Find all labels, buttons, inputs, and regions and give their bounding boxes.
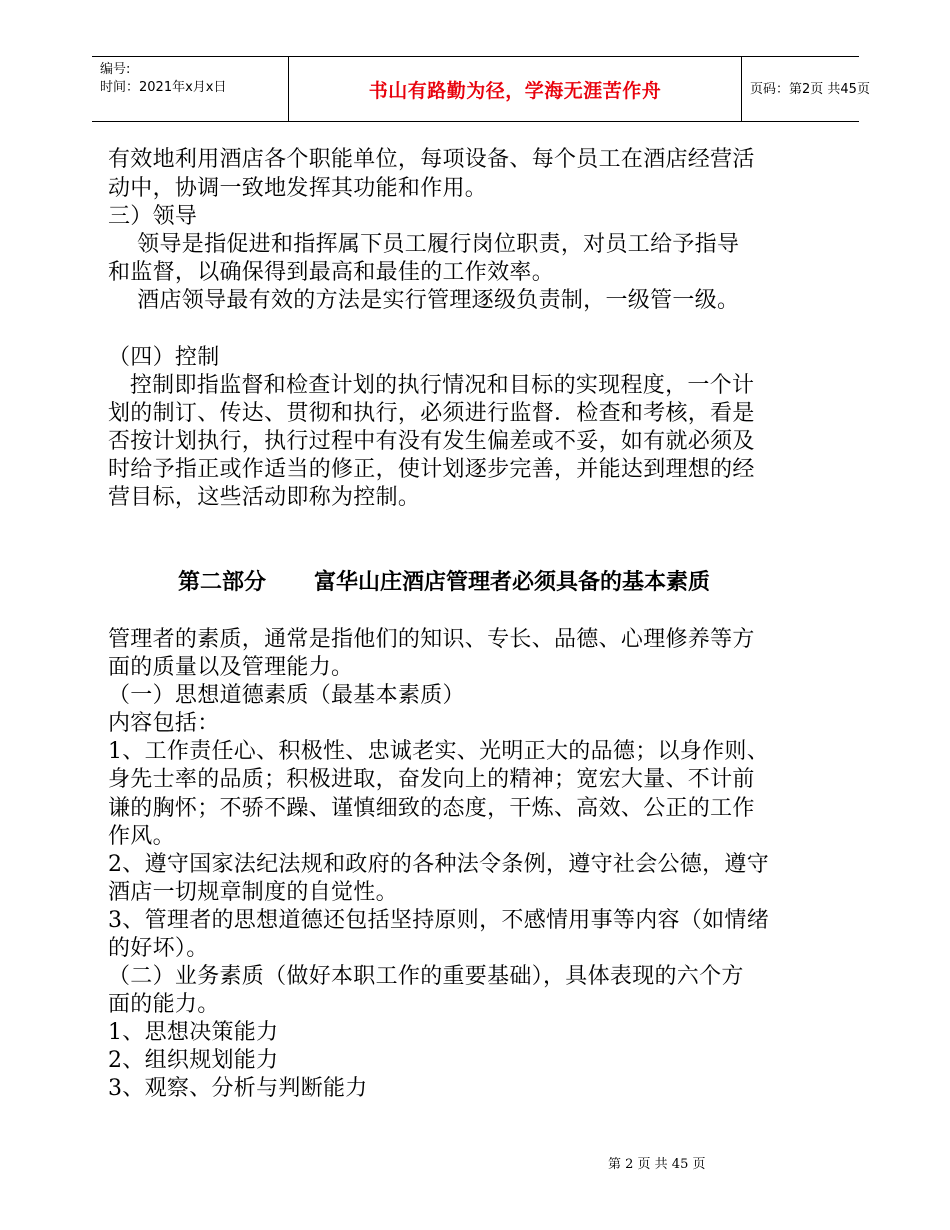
body-line: 作风。 [108, 824, 175, 849]
body-line: 划的制订、传达、贯彻和执行，必须进行监督．检查和考核，看是 [108, 401, 755, 426]
body-line: 内容包括： [108, 711, 220, 736]
body-line: 面的能力。 [108, 992, 220, 1017]
section-title-leadership: 三）领导 [108, 204, 198, 229]
body-line: 1、工作责任心、积极性、忠诚老实、光明正大的品德；以身作则、 [108, 739, 769, 764]
header-page-number: 页码：第2页 共45页 [750, 81, 870, 97]
part-heading-title: 富华山庄酒店管理者必须具备的基本素质 [314, 570, 711, 595]
header-motto: 书山有路勤为径，学海无涯苦作舟 [368, 79, 662, 102]
header-page-cell [742, 57, 870, 121]
body-line: 2、遵守国家法纪法规和政府的各种法令条例，遵守社会公德，遵守 [108, 852, 769, 877]
body-line: 3、管理者的思想道德还包括坚持原则，不感情用事等内容（如情绪 [108, 908, 769, 933]
body-line: 领导是指促进和指挥属下员工履行岗位职责，对员工给予指导 [108, 232, 740, 257]
page-footer: 第 2 页 共 45 页 [608, 1157, 706, 1172]
header-motto-cell [288, 57, 742, 121]
body-line: 面的质量以及管理能力。 [108, 655, 354, 680]
document-number-label: 编号: [100, 62, 131, 77]
section-title-business: （二）业务素质（做好本职工作的重要基础），具体表现的六个方 [108, 964, 744, 989]
body-line: 身先士率的品质；积极进取，奋发向上的精神；宽宏大量、不计前 [108, 767, 755, 792]
body-line: 营目标，这些活动即称为控制。 [108, 485, 421, 510]
body-line: 酒店一切规章制度的自觉性。 [108, 880, 398, 905]
section-title-moral: （一）思想道德素质（最基本素质） [108, 683, 465, 708]
part-heading [178, 569, 710, 597]
part-heading-number: 第二部分 [178, 570, 267, 595]
body-line: 动中，协调一致地发挥其功能和作用。 [108, 176, 488, 201]
document-time-label: 时间：2021年x月x日 [100, 80, 227, 95]
body-line: 酒店领导最有效的方法是实行管理逐级负责制，一级管一级。 [108, 288, 740, 313]
document-header [92, 56, 870, 122]
body-line: 的好坏）。 [108, 936, 209, 961]
body-line: 管理者的素质，通常是指他们的知识、专长、品德、心理修养等方 [108, 627, 755, 652]
body-line: 时给予指正或作适当的修正，使计划逐步完善，并能达到理想的经 [108, 457, 755, 482]
list-item: 2、组织规划能力 [108, 1048, 279, 1073]
body-line: 有效地利用酒店各个职能单位，每项设备、每个员工在酒店经营活 [108, 147, 755, 172]
body-line: 控制即指监督和检查计划的执行情况和目标的实现程度，一个计 [108, 373, 755, 398]
body-line: 和监督，以确保得到最高和最佳的工作效率。 [108, 260, 555, 285]
list-item: 3、观察、分析与判断能力 [108, 1076, 368, 1101]
section-title-control: （四）控制 [108, 345, 220, 370]
body-line: 否按计划执行，执行过程中有没有发生偏差或不妥，如有就必须及 [108, 429, 755, 454]
list-item: 1、思想决策能力 [108, 1020, 279, 1045]
header-info-cell [92, 57, 288, 121]
body-line: 谦的胸怀；不骄不躁、谨慎细致的态度，干炼、高效、公正的工作 [108, 796, 755, 821]
